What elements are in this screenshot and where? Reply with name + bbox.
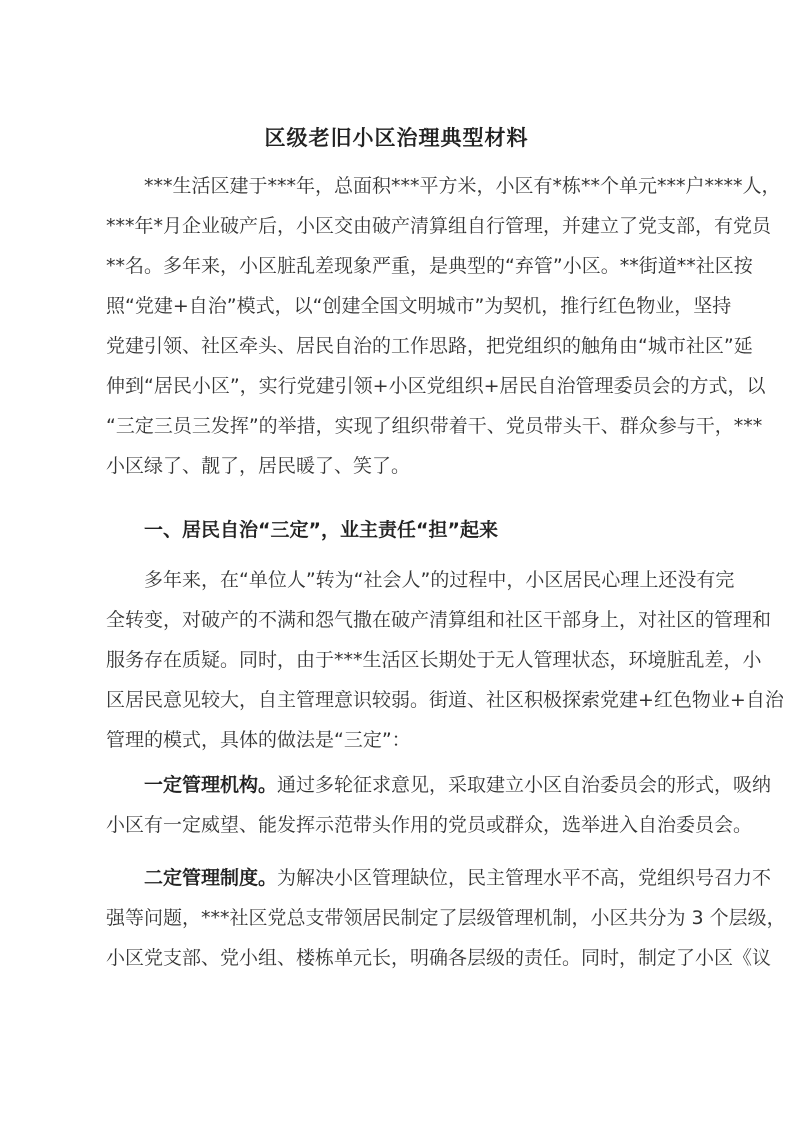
text-line: 强等问题，***社区党总支带领居民制定了层级管理机制，小区共分为 3 个层级， <box>106 907 786 929</box>
text-line: 小区绿了、靓了，居民暖了、笑了。 <box>106 455 411 477</box>
section-heading: 一、居民自治“三定”，业主责任“担”起来 <box>106 519 498 541</box>
text-line: 伸到“居民小区”，实行党建引领+小区党组织+居民自治管理委员会的方式，以 <box>106 375 766 397</box>
item1-paragraph <box>106 765 772 845</box>
text-line: 照“党建+自治”模式，以“创建全国文明城市”为契机，推行红色物业，坚持 <box>106 295 732 317</box>
text-line: 全转变，对破产的不满和怨气撒在破产清算组和社区干部身上，对社区的管理和 <box>106 609 772 631</box>
text-line: ***年*月企业破产后，小区交由破产清算组自行管理，并建立了党支部，有党员 <box>106 215 772 237</box>
section1-paragraph <box>106 560 784 760</box>
item-lead: 二定管理制度。 <box>106 867 278 889</box>
text-line: ***生活区建于***年，总面积***平方米，小区有*栋**个单元***户****人， <box>106 175 781 197</box>
item2-paragraph <box>106 858 786 978</box>
item-lead: 一定管理机构。 <box>106 774 278 796</box>
intro-paragraph <box>106 166 781 486</box>
text-line: 管理的模式，具体的做法是“三定”： <box>106 729 411 751</box>
item-text: 通过多轮征求意见，采取建立小区自治委员会的形式，吸纳 <box>277 774 772 796</box>
text-line: “三定三员三发挥”的举措，实现了组织带着干、党员带头干、群众参与干，*** <box>106 415 763 437</box>
text-line: 多年来，在“单位人”转为“社会人”的过程中，小区居民心理上还没有完 <box>106 569 735 591</box>
text-line <box>106 858 772 898</box>
item-text: 为解决小区管理缺位，民主管理水平不高，党组织号召力不 <box>277 867 772 889</box>
text-line: 小区有一定威望、能发挥示范带头作用的党员或群众，选举进入自治委员会。 <box>106 814 753 836</box>
text-line: 区居民意见较大，自主管理意识较弱。街道、社区积极探索党建+红色物业+自治 <box>106 689 784 711</box>
text-line: 服务存在质疑。同时，由于***生活区长期处于无人管理状态，环境脏乱差，小 <box>106 649 762 671</box>
text-line: 党建引领、社区牵头、居民自治的工作思路，把党组织的触角由“城市社区”延 <box>106 335 753 357</box>
text-line: 小区党支部、党小组、楼栋单元长，明确各层级的责任。同时，制定了小区《议 <box>106 947 772 969</box>
text-line <box>106 765 772 805</box>
text-line: **名。多年来，小区脏乱差现象严重，是典型的“弃管”小区。**街道**社区按 <box>106 255 753 277</box>
document-title: 区级老旧小区治理典型材料 <box>264 126 529 150</box>
